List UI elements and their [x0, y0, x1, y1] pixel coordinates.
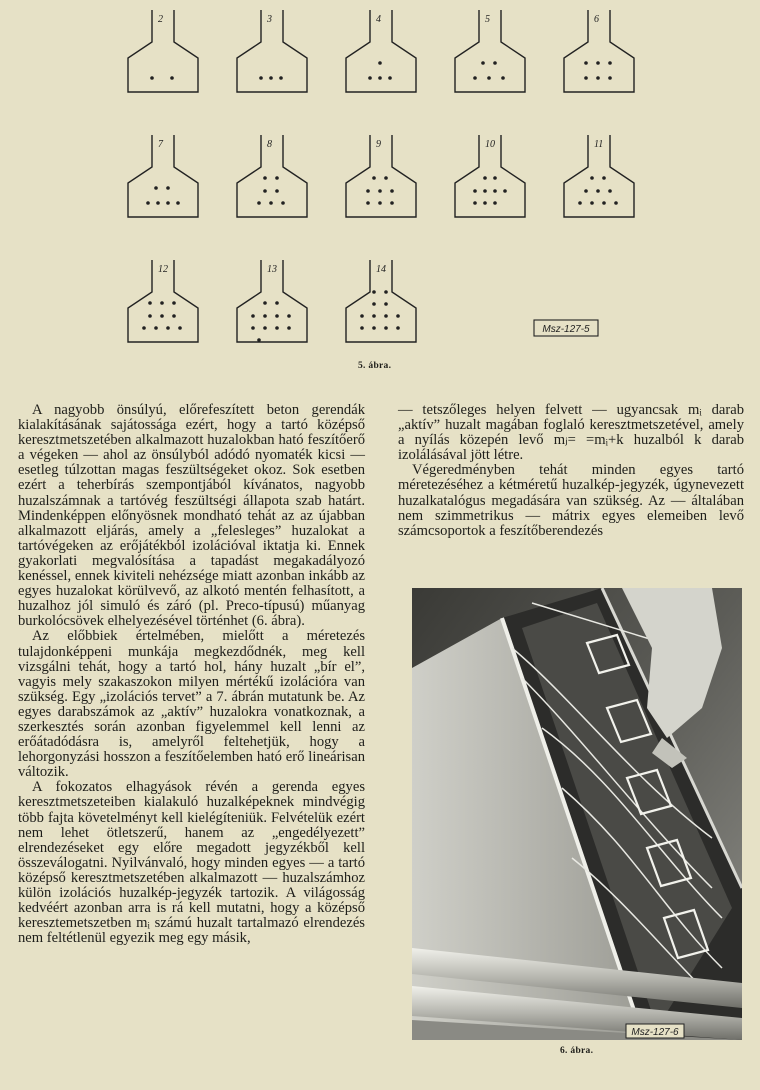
- wire-dot: [493, 189, 497, 193]
- cross-section-6: [564, 10, 634, 92]
- wire-dot: [388, 76, 392, 80]
- wire-dot: [378, 201, 382, 205]
- wire-dot: [366, 189, 370, 193]
- paragraph: Végeredményben tehát minden egyes tartó méretezéséhez a kétméretű huzalkép-jegyzék, úgynevezett huzalkatalógus megadására van szükség. Az — általában nem szimmetrikus — mátrix egyes elemeiben levő számcsoportok a feszítőberendezés: [398, 462, 744, 539]
- figure-5-caption: 5. ábra.: [358, 361, 392, 371]
- wire-dot: [263, 314, 267, 318]
- wire-dot: [608, 76, 612, 80]
- wire-dot: [608, 189, 612, 193]
- wire-dot: [396, 314, 400, 318]
- section-outline: [564, 10, 634, 92]
- wire-dot: [396, 326, 400, 330]
- wire-dot: [473, 76, 477, 80]
- right-text-column: [398, 403, 744, 539]
- wire-dot: [584, 76, 588, 80]
- figure-6-stamp-text: Msz-127-6: [631, 1027, 679, 1038]
- wire-dot: [372, 302, 376, 306]
- wire-dot: [473, 189, 477, 193]
- wire-dot: [493, 201, 497, 205]
- wire-dot: [166, 186, 170, 190]
- section-outline: [237, 10, 307, 92]
- wire-dot: [378, 189, 382, 193]
- figure-5-stamp-text: Msz-127-5: [542, 324, 590, 335]
- wire-dot: [269, 76, 273, 80]
- wire-dot: [275, 326, 279, 330]
- wire-dot: [602, 201, 606, 205]
- section-number: 11: [594, 139, 604, 150]
- wire-dot: [360, 314, 364, 318]
- cross-section-14: [346, 260, 416, 342]
- wire-dot: [493, 176, 497, 180]
- wire-dot: [146, 201, 150, 205]
- section-outline: [455, 10, 525, 92]
- wire-dot: [473, 201, 477, 205]
- section-number: 2: [158, 14, 163, 25]
- section-number: 6: [594, 14, 599, 25]
- paragraph: A fokozatos elhagyások révén a gerenda egyes keresztmetszeteiben kialakuló huzalképeknek mindvégig több fajta követelményt kell kielégíteniük. Felvételük ezért nem lehet ötletszerű, hanem az „engedélyezett” elrendezéseket egy előre megadott jegyzékből kell összeválogatni. Nyilvánvaló, hogy minden egyes — a tartó középső keresztmetszetében alkalmazott — huzalszámhoz külön izolációs huzalkép-jegyzék tartozik. A világosság kedvéért azonban arra is rá kell mutatni, hogy a középső keresztemetszetben mᵢ számú huzalt tartalmazó elrendezés nem feltétlenül egyezik meg egy másik,: [18, 779, 365, 947]
- wire-dot: [384, 290, 388, 294]
- wire-dot: [259, 76, 263, 80]
- wire-dot: [176, 201, 180, 205]
- paragraph: — tetszőleges helyen felvett — ugyancsak mᵢ darab „aktív” huzalt magában foglaló keresztmetszetével, amely a nyílás közepén levő mⱼ= =mᵢ+k huzalból k darab izolálásával jött létre.: [398, 402, 744, 464]
- wire-dot: [170, 76, 174, 80]
- wire-dot: [372, 176, 376, 180]
- wire-dot: [503, 189, 507, 193]
- wire-dot: [160, 314, 164, 318]
- wire-dot: [148, 314, 152, 318]
- wire-dot: [372, 314, 376, 318]
- paragraph: Az előbbiek értelmében, mielőtt a méretezés tulajdonképpeni munkája megkezdődnék, meg kell vizsgálni tehát, hogy a tartó hol, hány huzalt „bír el”, vagyis mely szakaszokon milyen mértékű izolációra van szükség. Egy „izolációs tervet” a 7. ábrán mutatunk be. Az egyes darabszámok az „aktív” huzalokra vonatkoznak, a szerkesztés során azonban figyelemmel kell lenni az erőátadódásra is, amelyről feltehetjük, hogy a lehorgonyzási hosszon a feszítőelemben ható erő lineárisan változik.: [18, 628, 365, 781]
- wire-dot: [483, 201, 487, 205]
- cross-section-12: [128, 260, 198, 342]
- figure-5-cross-sections: [0, 0, 760, 375]
- cross-section-4: [346, 10, 416, 92]
- wire-dot: [275, 189, 279, 193]
- cross-section-11: [564, 135, 634, 217]
- wire-dot: [154, 186, 158, 190]
- wire-dot: [501, 76, 505, 80]
- left-text-column: [18, 403, 365, 946]
- wire-dot: [483, 176, 487, 180]
- wire-dot: [481, 61, 485, 65]
- wire-dot: [172, 301, 176, 305]
- section-outline: [237, 135, 307, 217]
- cross-section-7: [128, 135, 198, 217]
- wire-dot: [178, 326, 182, 330]
- cross-section-2: [128, 10, 198, 92]
- wire-dot: [279, 76, 283, 80]
- wire-dot: [368, 76, 372, 80]
- wire-dot: [166, 326, 170, 330]
- wire-dot: [578, 201, 582, 205]
- wire-dot: [263, 301, 267, 305]
- wire-dot: [384, 326, 388, 330]
- wire-dot: [148, 301, 152, 305]
- figure-6-caption: 6. ábra.: [560, 1046, 594, 1056]
- cross-section-13: [237, 260, 307, 342]
- wire-dot: [360, 326, 364, 330]
- wire-dot: [150, 76, 154, 80]
- wire-dot: [584, 61, 588, 65]
- section-outline: [128, 10, 198, 92]
- cross-section-9: [346, 135, 416, 217]
- section-number: 5: [485, 14, 490, 25]
- wire-dot: [372, 326, 376, 330]
- figure-5-stamp: [534, 320, 598, 336]
- wire-dot: [281, 201, 285, 205]
- wire-dot: [263, 326, 267, 330]
- paragraph: A nagyobb önsúlyú, előrefeszített beton gerendák kialakításának sajátossága ezért, hogy a tartó középső keresztmetszetében alkalmazott huzalokban ható feszítőerő a végeken — ahol az önsúlyból adódó nyomaték kicsi — esetleg túlzottan magas feszültségeket okoz. Sok esetben ezért a teherbírás szempontjából kívánatos, nagyobb huzalszámnak a tartóvég feszültségi állapota szab határt. Mindenképpen előnyösnek mondható tehát az az újabban alkalmazott eljárás, amely a „felesleges” huzalokat a tartóvégeken az erőjátékból izolációval iktatja ki. Ennek gyakorlati megvalósítása a tapadást megakadályozó kenéssel, ennek kiviteli nehézsége miatt azonban inkább az egyes huzalokat körülvevő, az alkotó mentén felhasított, a huzalhoz jól simuló és záró (pl. Preco-típusú) műanyag burkolócsövek elhelyezésével történhet (6. ábra).: [18, 402, 365, 630]
- wire-dot: [596, 76, 600, 80]
- section-number: 13: [267, 264, 277, 275]
- wire-dot: [584, 189, 588, 193]
- wire-dot: [263, 176, 267, 180]
- wire-dot: [287, 314, 291, 318]
- wire-dot: [263, 189, 267, 193]
- wire-dot: [608, 61, 612, 65]
- cross-section-10: [455, 135, 525, 217]
- wire-dot: [275, 314, 279, 318]
- wire-dot: [269, 201, 273, 205]
- wire-dot: [166, 201, 170, 205]
- section-number: 4: [376, 14, 381, 25]
- section-number: 7: [158, 139, 163, 150]
- section-outline: [128, 135, 198, 217]
- wire-dot: [142, 326, 146, 330]
- wire-dot: [614, 201, 618, 205]
- wire-dot: [251, 314, 255, 318]
- wire-dot: [590, 176, 594, 180]
- wire-dot: [596, 189, 600, 193]
- wire-dot: [154, 326, 158, 330]
- wire-dot: [390, 201, 394, 205]
- wire-dot: [384, 302, 388, 306]
- section-outline: [346, 10, 416, 92]
- wire-dot: [372, 290, 376, 294]
- wire-dot: [483, 189, 487, 193]
- section-number: 14: [376, 264, 386, 275]
- section-number: 10: [485, 139, 495, 150]
- wire-dot: [156, 201, 160, 205]
- wire-dot: [160, 301, 164, 305]
- wire-dot: [493, 61, 497, 65]
- wire-dot: [251, 326, 255, 330]
- wire-dot: [172, 314, 176, 318]
- wire-dot: [275, 176, 279, 180]
- wire-dot: [384, 176, 388, 180]
- wire-dot: [257, 201, 261, 205]
- wire-dot: [257, 338, 261, 342]
- cross-section-8: [237, 135, 307, 217]
- figure-6-stamp: [626, 1024, 684, 1038]
- cross-section-3: [237, 10, 307, 92]
- wire-dot: [378, 61, 382, 65]
- section-number: 9: [376, 139, 381, 150]
- figure-6-photograph: [412, 588, 742, 1040]
- section-number: 12: [158, 264, 168, 275]
- section-number: 3: [267, 14, 272, 25]
- wire-dot: [366, 201, 370, 205]
- wire-dot: [287, 326, 291, 330]
- wire-dot: [275, 301, 279, 305]
- wire-dot: [390, 189, 394, 193]
- wire-dot: [590, 201, 594, 205]
- section-outline: [346, 135, 416, 217]
- wire-dot: [487, 76, 491, 80]
- wire-dot: [384, 314, 388, 318]
- wire-dot: [602, 176, 606, 180]
- section-number: 8: [267, 139, 272, 150]
- wire-dot: [378, 76, 382, 80]
- wire-dot: [596, 61, 600, 65]
- cross-section-5: [455, 10, 525, 92]
